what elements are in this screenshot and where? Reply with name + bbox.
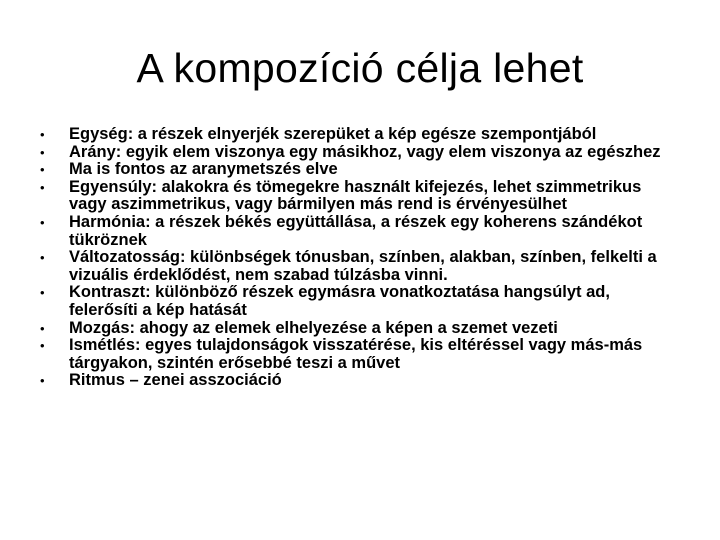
list-item-text: Mozgás: ahogy az elemek elhelyezése a képen a szemet vezeti bbox=[69, 318, 558, 337]
bullet-list bbox=[40, 126, 680, 390]
list-item bbox=[40, 214, 680, 249]
list-item-text: Arány: egyik elem viszonya egy másikhoz, vagy elem viszonya az egészhez bbox=[69, 142, 661, 161]
list-item bbox=[40, 179, 680, 214]
list-item bbox=[40, 337, 680, 372]
list-item-text: Egység: a részek elnyerjék szerepüket a kép egésze szempontjából bbox=[69, 125, 597, 143]
bullet-icon: • bbox=[40, 373, 45, 389]
bullet-icon: • bbox=[40, 320, 45, 336]
list-item bbox=[40, 320, 680, 338]
bullet-icon: • bbox=[40, 285, 45, 301]
list-item-text: Változatosság: különbségek tónusban, színben, alakban, színben, felkelti a vizuális érdeklődést, nem szabad túlzásba vinni. bbox=[69, 248, 657, 284]
list-item-text: Ismétlés: egyes tulajdonságok visszatérése, kis eltéréssel vagy más-más tárgyakon, szintén erősebbé teszi a művet bbox=[69, 336, 643, 372]
list-item bbox=[40, 284, 680, 319]
bullet-icon: • bbox=[40, 250, 45, 266]
list-item-text: Ritmus – zenei asszociáció bbox=[69, 371, 282, 390]
list-item bbox=[40, 144, 680, 162]
list-item-text: Kontraszt: különböző részek egymásra vonatkoztatása hangsúlyt ad, felerősíti a kép hatását bbox=[69, 283, 610, 319]
bullet-icon: • bbox=[40, 338, 45, 354]
bullet-icon: • bbox=[40, 162, 45, 178]
list-item-text: Egyensúly: alakokra és tömegekre használt kifejezés, lehet szimmetrikus vagy aszimmetrikus, vagy bármilyen más rend is érvényesülhet bbox=[69, 177, 642, 214]
slide-title: A kompozíció célja lehet bbox=[136, 45, 584, 91]
bullet-icon: • bbox=[40, 127, 45, 142]
bullet-icon: • bbox=[40, 144, 45, 160]
list-item bbox=[40, 372, 680, 390]
list-item-text: Ma is fontos az aranymetszés elve bbox=[69, 160, 338, 179]
list-item bbox=[40, 161, 680, 179]
bullet-icon: • bbox=[40, 214, 45, 230]
bullet-icon: • bbox=[40, 179, 45, 195]
list-item bbox=[40, 249, 680, 284]
list-item bbox=[40, 126, 680, 144]
list-item-text: Harmónia: a részek békés együttállása, a részek egy koherens szándékot tükröznek bbox=[69, 212, 643, 249]
